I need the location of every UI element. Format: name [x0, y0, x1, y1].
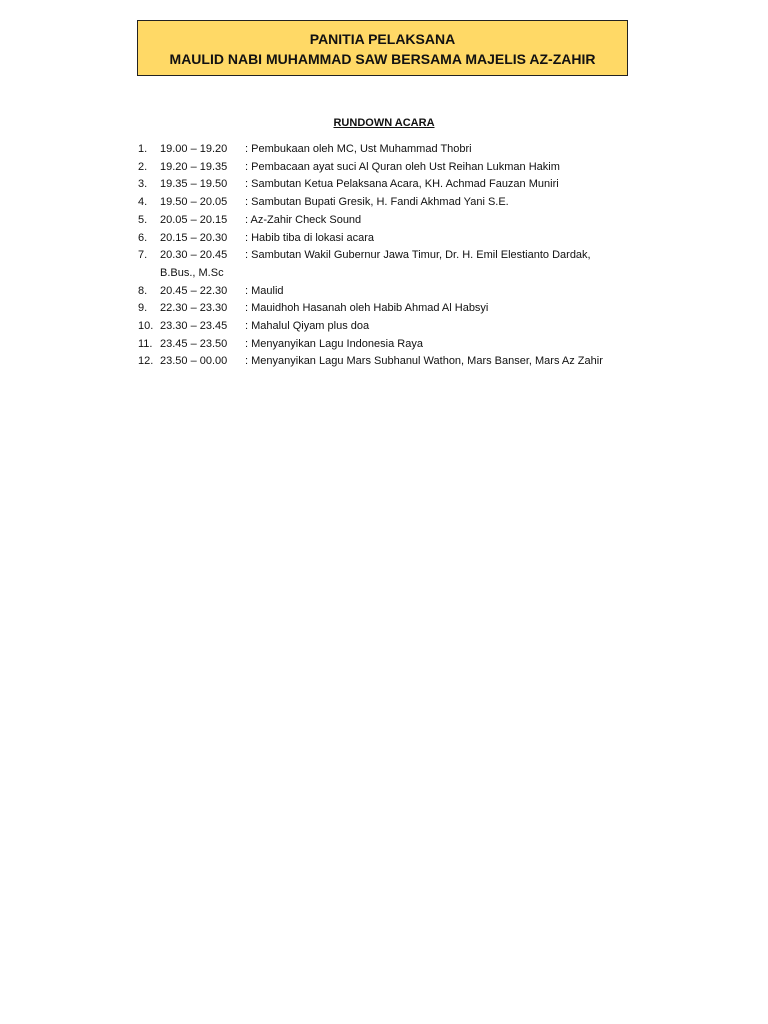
list-item	[138, 283, 638, 301]
item-time: 23.50 – 00.00	[160, 355, 228, 368]
item-time: 23.45 – 23.50	[160, 337, 228, 350]
item-number: 4.	[138, 196, 148, 209]
item-number: 10.	[138, 320, 154, 333]
item-time: 19.35 – 19.50	[160, 178, 228, 191]
item-time: 19.20 – 19.35	[160, 160, 228, 173]
item-number: 8.	[138, 284, 148, 297]
header-box	[137, 20, 628, 76]
item-time: 19.00 – 19.20	[160, 143, 228, 155]
list-item	[138, 230, 638, 248]
section-title: RUNDOWN ACARA	[333, 117, 435, 129]
item-description: : Az-Zahir Check Sound	[245, 213, 362, 226]
item-description: : Menyanyikan Lagu Mars Subhanul Wathon, Mars Banser, Mars Az Zahir	[245, 355, 603, 368]
item-time: 20.30 – 20.45	[160, 249, 228, 262]
list-item	[138, 159, 638, 177]
list-item	[138, 194, 638, 212]
item-number: 6.	[138, 231, 148, 244]
item-description: : Pembacaan ayat suci Al Quran oleh Ust Reihan Lukman Hakim	[245, 160, 560, 173]
item-description: : Sambutan Ketua Pelaksana Acara, KH. Achmad Fauzan Muniri	[245, 178, 559, 191]
item-description: : Mahalul Qiyam plus doa	[245, 320, 370, 333]
item-description: : Mauidhoh Hasanah oleh Habib Ahmad Al Habsyi	[245, 302, 489, 315]
list-item	[138, 300, 638, 318]
rundown-list	[138, 141, 638, 371]
item-description-continuation: B.Bus., M.Sc	[160, 266, 224, 279]
header-title-line1: PANITIA PELAKSANA	[309, 31, 456, 47]
item-time: 23.30 – 23.45	[160, 320, 228, 333]
item-number: 7.	[138, 249, 148, 262]
list-item	[138, 336, 638, 354]
item-number: 2.	[138, 160, 148, 173]
list-item	[138, 318, 638, 336]
item-number: 9.	[138, 302, 148, 315]
item-description: : Habib tiba di lokasi acara	[245, 231, 375, 244]
item-time: 22.30 – 23.30	[160, 302, 228, 315]
list-item	[138, 212, 638, 230]
item-time: 20.05 – 20.15	[160, 213, 228, 226]
item-time: 19.50 – 20.05	[160, 196, 228, 209]
list-item	[138, 176, 638, 194]
item-description: : Menyanyikan Lagu Indonesia Raya	[245, 337, 423, 350]
list-item	[138, 353, 638, 371]
list-item	[138, 141, 638, 159]
item-description: : Pembukaan oleh MC, Ust Muhammad Thobri	[245, 143, 472, 155]
list-item	[138, 247, 638, 265]
item-number: 1.	[138, 143, 148, 155]
item-time: 20.45 – 22.30	[160, 284, 228, 297]
item-description: : Sambutan Wakil Gubernur Jawa Timur, Dr. H. Emil Elestianto Dardak,	[245, 249, 591, 262]
item-number: 5.	[138, 213, 148, 226]
item-number: 12.	[138, 355, 154, 368]
item-time: 20.15 – 20.30	[160, 231, 228, 244]
item-number: 3.	[138, 178, 148, 191]
header-title-line2: MAULID NABI MUHAMMAD SAW BERSAMA MAJELIS AZ-ZAHIR	[169, 51, 596, 67]
item-number: 11.	[138, 337, 153, 350]
item-description: : Maulid	[245, 284, 284, 297]
item-description: : Sambutan Bupati Gresik, H. Fandi Akhmad Yani S.E.	[245, 196, 509, 209]
